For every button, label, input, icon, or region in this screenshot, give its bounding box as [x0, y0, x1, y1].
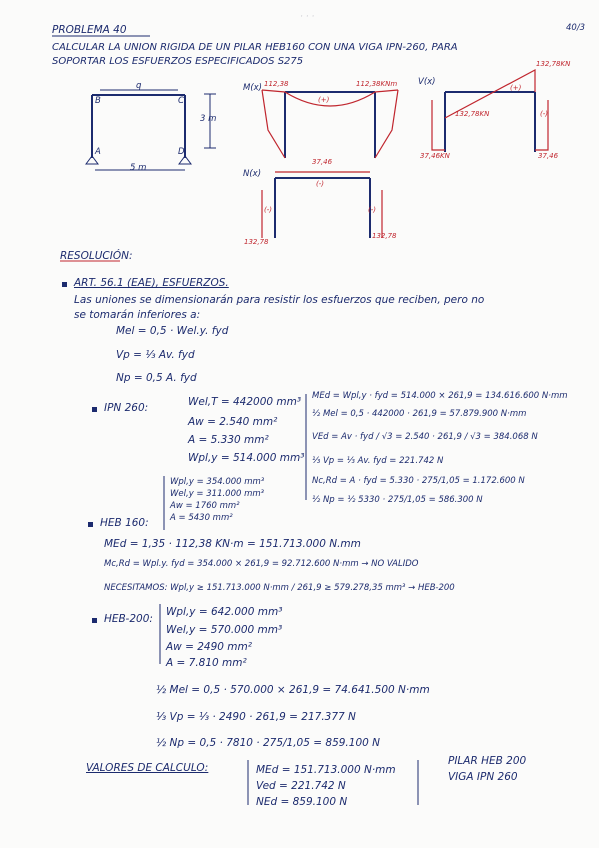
moment-diagram [262, 90, 398, 158]
heb160-a: A = 5430 mm² [170, 513, 233, 523]
problem-title: PROBLEMA 40 [52, 24, 127, 36]
heb200-vp: ⅓ Vp = ⅓ · 2490 · 261,9 = 217.377 N [156, 711, 356, 723]
moment-label: M(x) [243, 83, 262, 93]
axial-col-left: (-) [264, 206, 272, 214]
shear-label: V(x) [418, 77, 436, 87]
ipn-np: ½ Np = ½ 5330 · 275/1,05 = 586.300 N [312, 495, 483, 505]
shear-top-right: 132,78KN [536, 60, 571, 68]
heb200-mel: ½ Mel = 0,5 · 570.000 × 261,9 = 74.641.500 N·mm [156, 684, 430, 696]
bullet-marker [62, 282, 67, 287]
min-item-1: Mel = 0,5 · Wel.y. fyd [116, 325, 229, 337]
heb200-a: A = 7.810 mm² [166, 657, 247, 669]
heb200-np: ½ Np = 0,5 · 7810 · 275/1,05 = 859.100 N [156, 737, 380, 749]
ipn-ved: VEd = Av · fyd / √3 = 2.540 · 261,9 / √3 = 384.068 N [312, 432, 538, 442]
heb200-aw: Aw = 2490 mm² [166, 641, 252, 653]
result-viga: VIGA IPN 260 [448, 771, 518, 783]
heb160-label: HEB 160: [100, 517, 149, 529]
statement-line-1: CALCULAR LA UNION RIGIDA DE UN PILAR HEB160 CON UNA VIGA IPN-260, PARA [52, 42, 458, 53]
min-item-3: Np = 0,5 A. fyd [116, 372, 197, 384]
ipn-wel: Wel,T = 442000 mm³ [188, 396, 302, 408]
heb200-wpl: Wpl,y = 642.000 mm³ [166, 606, 283, 618]
art-heading: ART. 56.1 (EAE), ESFUERZOS. [74, 277, 229, 289]
bullet-marker [92, 618, 97, 623]
ipn-a: A = 5.330 mm² [188, 434, 269, 446]
shear-bottom-left: 37,46KN [420, 152, 450, 160]
bullet-marker [92, 407, 97, 412]
design-values-label: VALORES DE CALCULO: [86, 762, 209, 774]
axial-left: 132,78 [244, 238, 269, 246]
heb160-needed: NECESITAMOS: Wpl,y ≥ 151.713.000 N·mm / 261,9 ≥ 579.278,35 mm³ → HEB-200 [104, 583, 455, 593]
bullet-marker [88, 522, 93, 527]
heb160-aw: Aw = 1760 mm² [170, 501, 240, 511]
axial-sign: (-) [316, 180, 324, 188]
shear-bottom-right: 37,46 [538, 152, 559, 160]
frame-height: 3 m [200, 114, 217, 124]
page-number: 40/3 [566, 23, 586, 33]
shear-plus: (+) [510, 84, 522, 92]
design-ned: NEd = 859.100 N [256, 796, 348, 808]
frame-node-c: C [178, 96, 184, 106]
heb160-wpl: Wpl,y = 354.000 mm³ [170, 477, 265, 487]
ipn-label: IPN 260: [104, 402, 149, 414]
moment-right-value: 112,38KNm [356, 80, 398, 88]
design-med: MEd = 151.713.000 N·mm [256, 764, 396, 776]
shear-minus: (-) [540, 110, 548, 118]
frame-node-d: D [178, 147, 185, 157]
heb160-wel: Wel,y = 311.000 mm³ [170, 489, 265, 499]
ipn-ncrd: Nc,Rd = A · fyd = 5.330 · 275/1,05 = 1.172.600 N [312, 476, 525, 486]
heb200-wel: Wel,y = 570.000 mm³ [166, 624, 283, 636]
axial-top: 37,46 [312, 158, 333, 166]
design-ved: Ved = 221.742 N [256, 780, 346, 792]
moment-sign: (+) [318, 96, 330, 104]
ipn-med: MEd = Wpl,y · fyd = 514.000 × 261,9 = 134.616.600 N·mm [312, 391, 568, 401]
bleed-through: · · · [300, 12, 315, 22]
min-item-2: Vp = ⅓ Av. fyd [116, 349, 195, 361]
statement-line-2: SOPORTAR LOS ESFUERZOS ESPECIFICADOS S275 [52, 56, 304, 67]
heb200-label: HEB-200: [104, 613, 153, 625]
result-pilar: PILAR HEB 200 [448, 755, 527, 767]
frame-node-a: A [95, 147, 101, 157]
frame-span: 5 m [130, 163, 147, 173]
ipn-wpl: Wpl,y = 514.000 mm³ [188, 452, 305, 464]
frame-load-q: q [136, 81, 142, 91]
intro-line-1: Las uniones se dimensionarán para resistir los esfuerzos que reciben, pero no [74, 294, 485, 306]
ipn-vp: ⅓ Vp = ⅓ Av. fyd = 221.742 N [312, 456, 444, 466]
frame-node-b: B [95, 96, 101, 106]
intro-line-2: se tomarán inferiores a: [74, 309, 201, 321]
axial-label: N(x) [243, 169, 262, 179]
shear-mid: 132,78KN [455, 110, 490, 118]
axial-col-right: (-) [368, 206, 376, 214]
heb160-med: MEd = 1,35 · 112,38 KN·m = 151.713.000 N.mm [104, 538, 361, 550]
heb160-mcrd: Mc,Rd = Wpl.y. fyd = 354.000 × 261,9 = 92.712.600 N·mm → NO VALIDO [104, 559, 419, 569]
ipn-aw: Aw = 2.540 mm² [188, 416, 278, 428]
frame-sketch [86, 90, 216, 170]
shear-diagram [432, 70, 548, 152]
ipn-mel: ½ Mel = 0,5 · 442000 · 261,9 = 57.879.900 N·mm [312, 409, 527, 419]
axial-right: 132,78 [372, 232, 397, 240]
resolution-title: RESOLUCIÓN: [60, 250, 133, 262]
moment-left-value: 112,38 [264, 80, 289, 88]
